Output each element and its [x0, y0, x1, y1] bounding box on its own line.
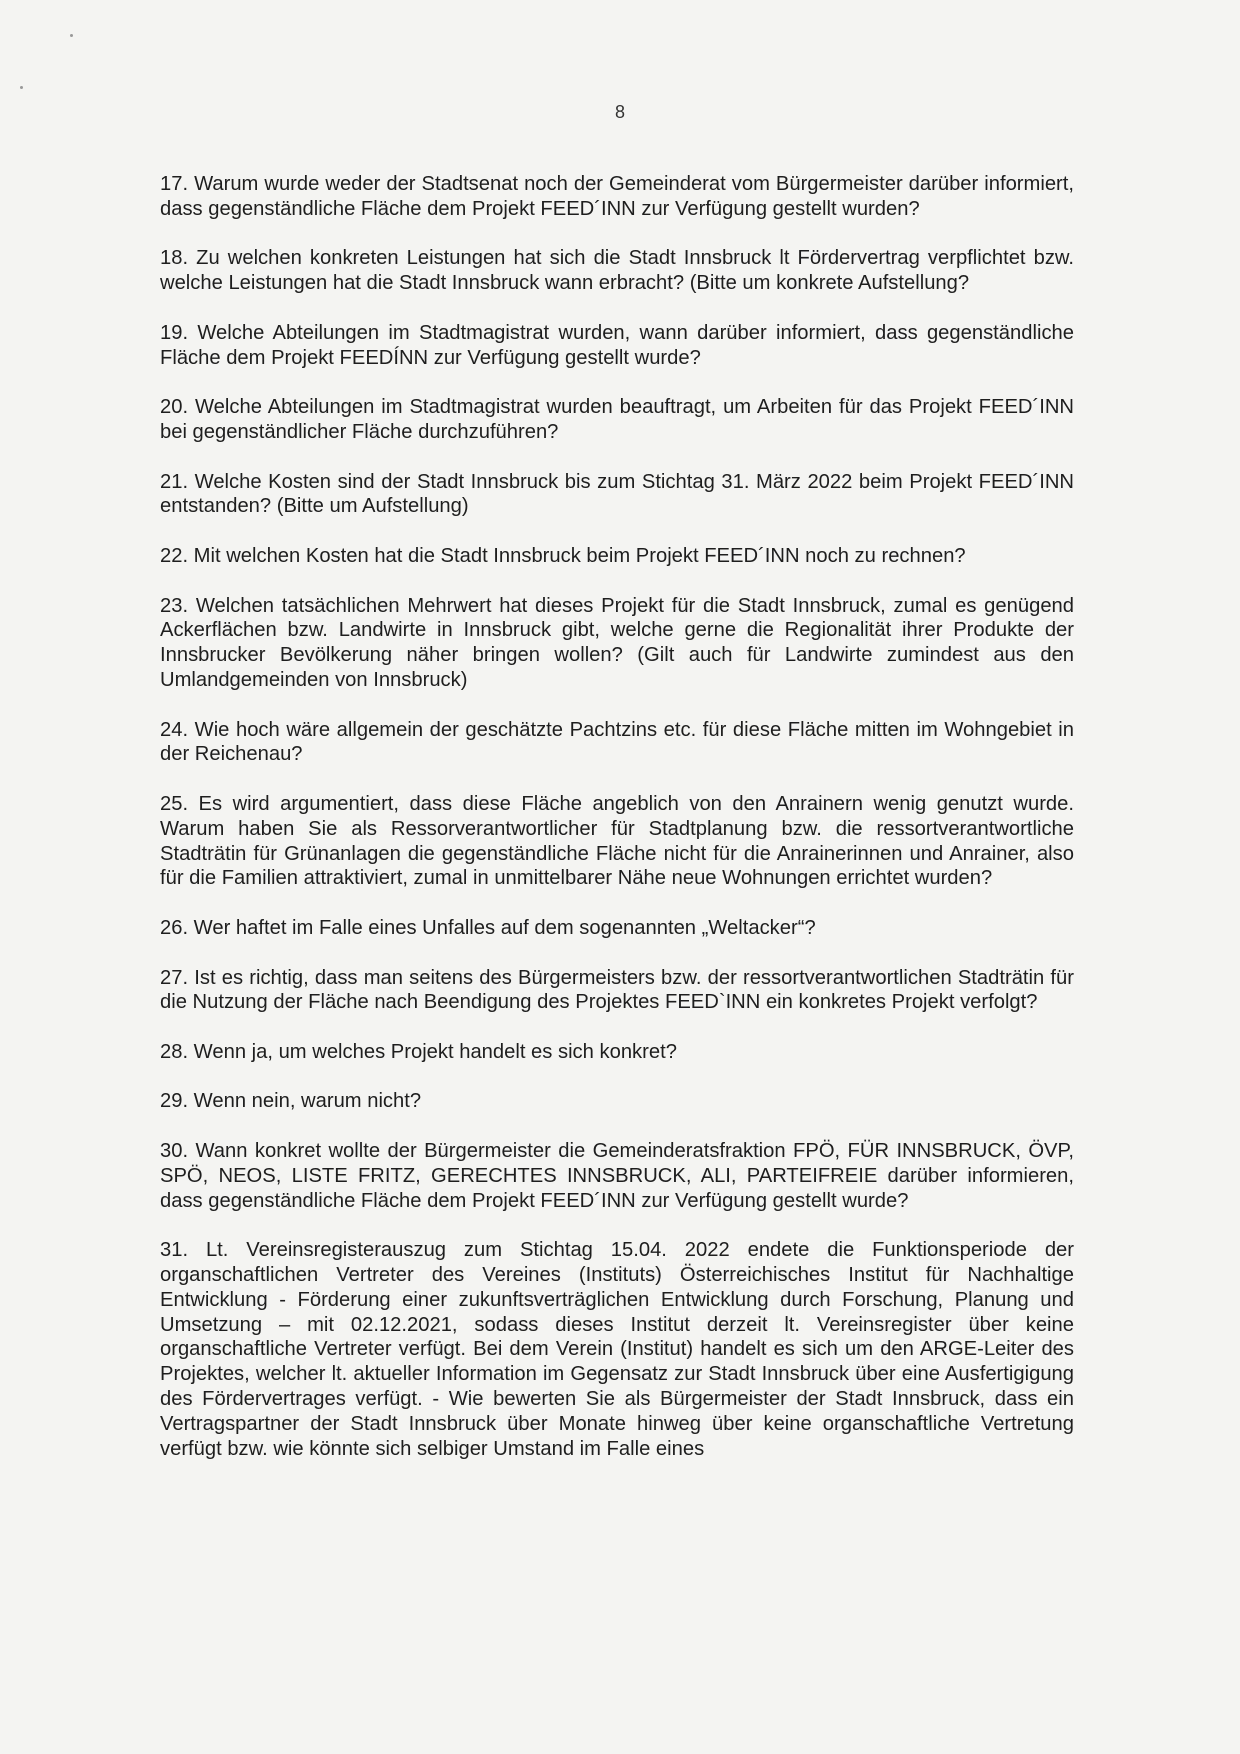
- question-20: 20. Welche Abteilungen im Stadtmagistrat wurden beauftragt, um Arbeiten für das Projekt FEED´INN bei gegenständlicher Fläche durchzuführen?: [160, 396, 1074, 443]
- question-29: 29. Wenn nein, warum nicht?: [160, 1090, 422, 1113]
- question-18: 18. Zu welchen konkreten Leistungen hat sich die Stadt Innsbruck lt Fördervertrag verpflichtet bzw. welche Leistungen hat die Stadt Innsbruck wann erbracht? (Bitte um konkrete Aufstellung?: [160, 247, 1074, 295]
- page-number: 8: [614, 102, 625, 122]
- question-22: 22. Mit welchen Kosten hat die Stadt Innsbruck beim Projekt FEED´INN noch zu rechnen?: [160, 544, 966, 567]
- question-list: [160, 172, 1074, 1461]
- question-24: 24. Wie hoch wäre allgemein der geschätzte Pachtzins etc. für diese Fläche mitten im Wohngebiet in der Reichenau?: [160, 718, 1074, 766]
- question-23: 23. Welchen tatsächlichen Mehrwert hat dieses Projekt für die Stadt Innsbruck, zumal es genügend Ackerflächen bzw. Landwirte in Innsbruck gibt, welche gerne die Regionalität ihrer Produkte der Innsbrucker Bevölkerung näher bringen wollen? (Gilt auch für Landwirte zumindest aus den Umlandgemeinden von Innsbruck): [160, 594, 1074, 691]
- scan-speck: [70, 34, 73, 37]
- question-27: 27. Ist es richtig, dass man seitens des Bürgermeisters bzw. der ressortverantwortlichen Stadträtin für die Nutzung der Fläche nach Beendigung des Projektes FEED`INN ein konkretes Projekt verfolgt?: [160, 966, 1074, 1014]
- question-21: 21. Welche Kosten sind der Stadt Innsbruck bis zum Stichtag 31. März 2022 beim Projekt FEED´INN entstanden? (Bitte um Aufstellung): [160, 470, 1074, 518]
- question-19: 19. Welche Abteilungen im Stadtmagistrat wurden, wann darüber informiert, dass gegenständliche Fläche dem Projekt FEEDÍNN zur Verfügung gestellt wurde?: [160, 321, 1074, 369]
- question-28: 28. Wenn ja, um welches Projekt handelt es sich konkret?: [160, 1040, 677, 1063]
- question-30: 30. Wann konkret wollte der Bürgermeister die Gemeinderatsfraktion FPÖ, FÜR INNSBRUCK, ÖVP, SPÖ, NEOS, LISTE FRITZ, GERECHTES INNSBRUCK, ALI, PARTEIFREIE darüber informieren, dass gegenständliche Fläche dem Projekt FEED´INN zur Verfügung gestellt wurde?: [160, 1140, 1074, 1212]
- question-26: 26. Wer haftet im Falle eines Unfalles auf dem sogenannten „Weltacker“?: [160, 916, 816, 939]
- scan-speck: [20, 86, 23, 89]
- question-17: 17. Warum wurde weder der Stadtsenat noch der Gemeinderat vom Bürgermeister darüber informiert, dass gegenständliche Fläche dem Projekt FEED´INN zur Verfügung gestellt wurden?: [160, 173, 1074, 220]
- question-25: 25. Es wird argumentiert, dass diese Fläche angeblich von den Anrainern wenig genutzt wurde. Warum haben Sie als Ressorverantwortlicher für Stadtplanung bzw. die ressortverantwortliche Stadträtin für Grünanlagen die gegenständliche Fläche nicht für die Anrainerinnen und Anrainer, also für die Familien attraktiviert, zumal in unmittelbarer Nähe neue Wohnungen errichtet wurden?: [160, 792, 1074, 890]
- question-31: 31. Lt. Vereinsregisterauszug zum Stichtag 15.04. 2022 endete die Funktionsperiode der organschaftlichen Vertreter des Vereines (Instituts) Österreichisches Institut für Nachhaltige Entwicklung - Förderung einer zukunftsverträglichen Entwicklung durch Forschung, Planung und Umsetzung – mit 02.12.2021, sodass dieses Institut derzeit lt. Vereinsregister über keine organschaftliche Vertreter verfügt. Bei dem Verein (Institut) handelt es sich um den ARGE-Leiter des Projektes, welcher lt. aktueller Information im Gegensatz zur Stadt Innsbruck über eine Ausfertigigung des Fördervertrages verfügt. - Wie bewerten Sie als Bürgermeister der Stadt Innsbruck, dass ein Vertragspartner der Stadt Innsbruck über Monate hinweg über keine organschaftliche Vertretung verfügt bzw. wie könnte sich selbiger Umstand im Falle eines: [160, 1239, 1074, 1460]
